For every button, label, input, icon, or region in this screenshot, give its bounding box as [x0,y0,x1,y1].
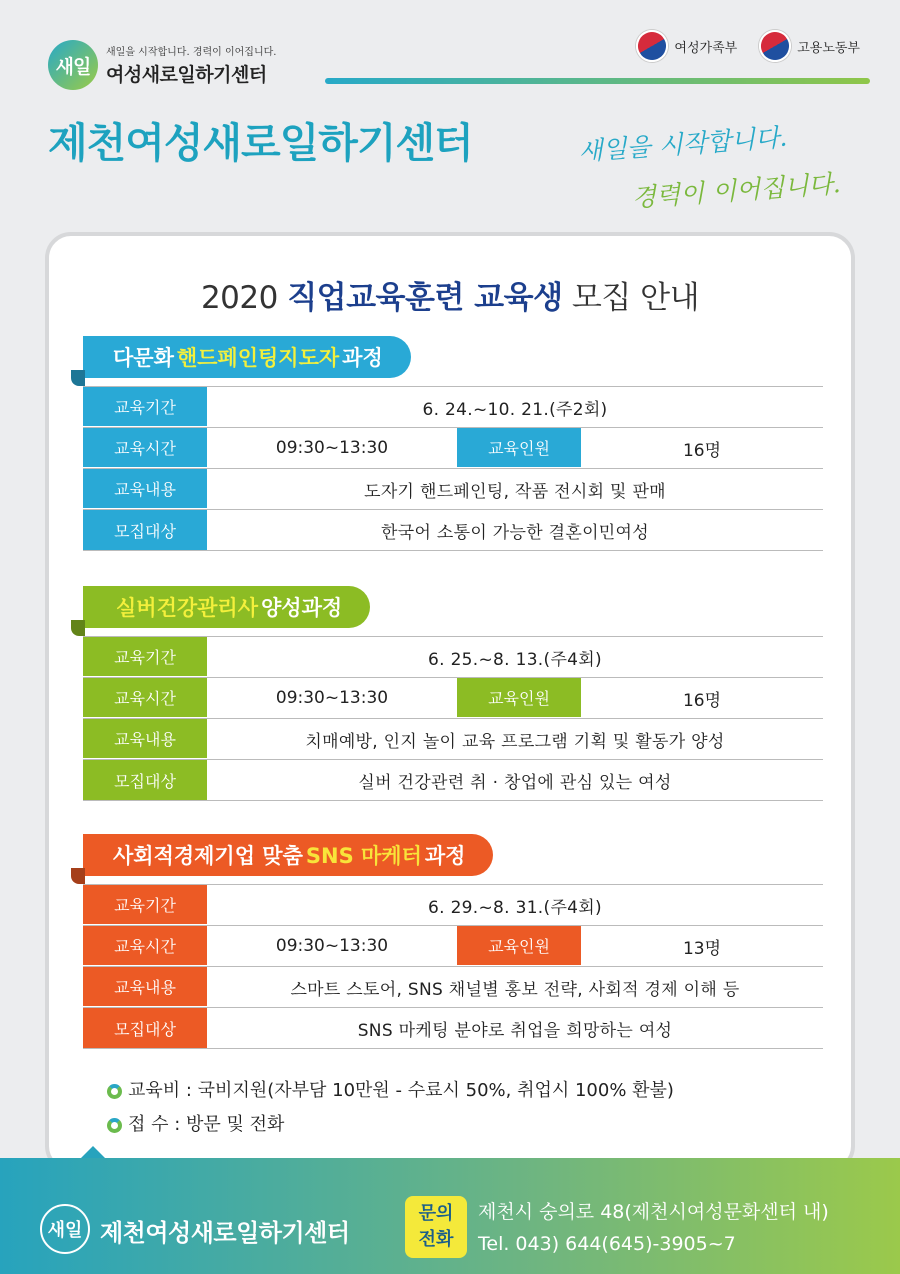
label-target: 모집대상 [83,1008,207,1048]
value-target: SNS 마케팅 분야로 취업을 희망하는 여성 [357,1020,673,1041]
center-title: 제천여성새로일하기센터 [48,119,473,167]
main-title: 2020 직업교육훈련 교육생 모집 안내 [200,280,700,316]
course-section-2 [83,586,823,801]
note-registration: 접 수 : 방문 및 전화 [107,1108,674,1142]
handwritten-slogan: 새일을 시작합니다. 경력이 이어집니다. [577,122,842,213]
footer-logo: 새일 [40,1204,90,1254]
course-table [83,636,823,801]
row-content [83,719,823,760]
footer-address: 제천시 숭의로 48(제천시여성문화센터 내) [478,1201,829,1223]
taegeuk-emblem-icon [631,24,675,68]
value-period: 6. 24.~10. 21.(주2회) [422,399,608,420]
course-section-1 [83,336,823,551]
row-period [83,637,823,678]
note-fee: 교육비 : 국비지원(자부담 10만원 - 수료시 50%, 취업시 100% 환불) [107,1074,674,1108]
label-target: 모집대상 [83,760,207,800]
label-time: 교육시간 [83,428,207,468]
course-title-ribbon: 실버건강관리사 양성과정 [83,586,370,628]
course-table [83,386,823,551]
value-content: 도자기 핸드페인팅, 작품 전시회 및 판매 [364,481,666,502]
ministry-logos [636,30,860,62]
label-content: 교육내용 [83,967,207,1007]
value-time: 09:30~13:30 [275,438,389,458]
value-count: 13명 [682,938,722,959]
row-time [83,428,823,469]
value-content: 스마트 스토어, SNS 채널별 홍보 전략, 사회적 경제 이해 등 [290,979,740,1000]
info-card [45,232,855,1172]
label-period: 교육기간 [83,387,207,427]
notes [107,1074,674,1142]
row-target [83,760,823,801]
header-divider [325,78,870,84]
row-target [83,510,823,551]
header-logo [48,40,276,90]
value-time: 09:30~13:30 [275,936,389,956]
row-time [83,678,823,719]
logo-name: 여성새로일하기센터 [106,64,267,86]
course-section-3 [83,834,823,1049]
ministry-labor: 고용노동부 [759,30,860,62]
label-content: 교육내용 [83,469,207,509]
label-target: 모집대상 [83,510,207,550]
value-time: 09:30~13:30 [275,688,389,708]
value-content: 치매예방, 인지 놀이 교육 프로그램 기획 및 활동가 양성 [305,731,725,752]
inquiry-badge: 문의 전화 [405,1196,467,1258]
footer-center-name: 제천여성새로일하기센터 [100,1219,350,1247]
row-target [83,1008,823,1049]
course-table [83,884,823,1049]
value-period: 6. 29.~8. 31.(주4회) [428,897,602,918]
ministry-gender-equality: 여성가족부 [636,30,737,62]
logo-mark: 새일 [48,40,98,90]
course-title-ribbon: 다문화 핸드페인팅지도자 과정 [83,336,411,378]
label-time: 교육시간 [83,678,207,718]
value-target: 실버 건강관련 취 · 창업에 관심 있는 여성 [358,772,672,793]
label-count: 교육인원 [457,678,581,718]
row-content [83,469,823,510]
label-content: 교육내용 [83,719,207,759]
row-content [83,967,823,1008]
value-period: 6. 25.~8. 13.(주4회) [428,649,602,670]
label-count: 교육인원 [457,926,581,966]
row-period [83,387,823,428]
footer-contact [478,1196,829,1260]
label-period: 교육기간 [83,885,207,925]
row-time [83,926,823,967]
taegeuk-emblem-icon [753,24,797,68]
bullet-icon [107,1084,122,1099]
row-period [83,885,823,926]
value-target: 한국어 소통이 가능한 결혼이민여성 [381,522,649,543]
course-title-ribbon: 사회적경제기업 맞춤 SNS 마케터 과정 [83,834,493,876]
bullet-icon [107,1118,122,1133]
value-count: 16명 [682,690,722,711]
label-count: 교육인원 [457,428,581,468]
label-period: 교육기간 [83,637,207,677]
value-count: 16명 [682,440,722,461]
footer-tel: Tel. 043) 644(645)-3905~7 [478,1233,736,1255]
logo-tagline: 새일을 시작합니다. 경력이 이어집니다. [106,47,277,58]
label-time: 교육시간 [83,926,207,966]
